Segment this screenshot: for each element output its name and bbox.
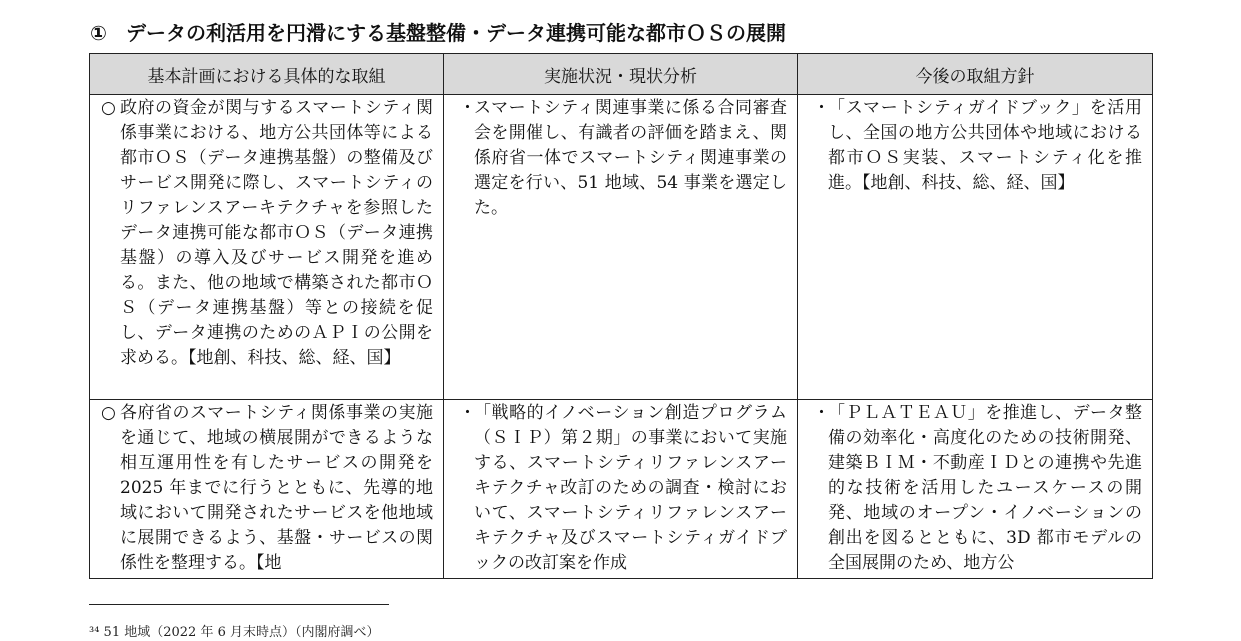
footnote-divider — [89, 604, 389, 605]
dot-bullet: ・ — [459, 403, 476, 423]
header-policy: 今後の取組方針 — [798, 54, 1153, 95]
dot-bullet: ・ — [813, 98, 830, 118]
status-text: スマートシティ関連事業に係る合同審査会を開催し、有識者の評価を踏まえ、関係府省一体でスマートシティ関連事業の選定を行い、51 地域、54 事業を選定した。 — [474, 98, 787, 218]
table-header-row — [90, 54, 1153, 95]
policy-cell — [798, 400, 1153, 579]
progress-table — [89, 53, 1153, 579]
footnote: ³⁴ 51 地域（2022 年 6 月末時点）（内閣府調べ） — [89, 625, 380, 640]
status-text: 「戦略的イノベーション創造プログラム（ＳＩＰ）第２期」の事業において実施する、スマートシティリファレンスアーキテクチャ改訂のための調査・検討において、スマートシティリファレンスアーキテクチャ及びスマートシティガイドブックの改訂案を作成 — [474, 403, 787, 573]
table-row — [90, 400, 1153, 579]
policy-text: 「スマートシティガイドブック」を活用し、全国の地方公共団体や地域における都市ＯＳ実装、スマートシティ化を推進。【地創、科技、総、経、国】 — [828, 98, 1142, 193]
status-cell — [444, 400, 798, 579]
plan-cell — [90, 95, 444, 400]
plan-cell — [90, 400, 444, 579]
section-title: データの利活用を円滑にする基盤整備・データ連携可能な都市ＯＳの展開 — [126, 21, 786, 45]
policy-text: 「ＰＬＡＴＥＡＵ」を推進し、データ整備の効率化・高度化のための技術開発、建築ＢＩＭ・不動産ＩＤとの連携や先進的な技術を活用したユースケースの開発、地域のオープン・イノベーションの創出を図るとともに、3D 都市モデルの全国展開のため、地方公 — [828, 403, 1142, 573]
header-plan: 基本計画における具体的な取組 — [90, 54, 444, 95]
header-status: 実施状況・現状分析 — [444, 54, 798, 95]
section-heading — [90, 18, 1150, 48]
dot-bullet: ・ — [813, 403, 830, 423]
table-row — [90, 95, 1153, 400]
circle-bullet: ○ — [101, 98, 116, 118]
plan-text: 政府の資金が関与するスマートシティ関係事業における、地方公共団体等による都市ＯＳ（データ連携基盤）の整備及びサービス開発に際し、スマートシティのリファレンスアーキテクチャを参照したデータ連携可能な都市ＯＳ（データ連携基盤）の導入及びサービス開発を進める。また、他の地域で構築された都市ＯＳ（データ連携基盤）等との接続を促し、データ連携のためのＡＰＩの公開を求める。【地創、科技、総、経、国】 — [120, 98, 433, 368]
section-number: ① — [90, 21, 107, 45]
policy-cell — [798, 95, 1153, 400]
status-cell — [444, 95, 798, 400]
circle-bullet: ○ — [101, 403, 116, 423]
plan-text: 各府省のスマートシティ関係事業の実施を通じて、地域の横展開ができるような相互運用性を有したサービスの開発を 2025 年までに行うとともに、先導的地域において開発されたサービスを他地域に展開できるよう、基盤・サービスの関係性を整理する。【地 — [120, 403, 433, 573]
dot-bullet: ・ — [459, 98, 476, 118]
